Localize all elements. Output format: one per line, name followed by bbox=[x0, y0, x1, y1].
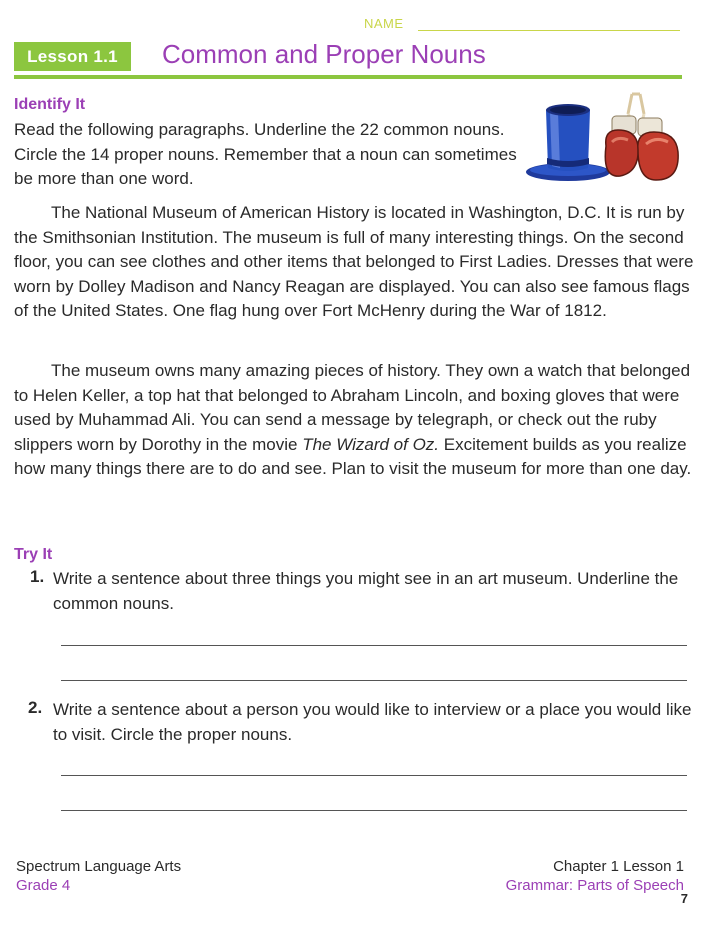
grade-label: Grade 4 bbox=[16, 877, 71, 894]
page-title: Common and Proper Nouns bbox=[162, 39, 486, 69]
answer-line-1a[interactable] bbox=[61, 645, 687, 646]
identify-it-heading: Identify It bbox=[14, 96, 86, 113]
question-2-number: 2. bbox=[28, 698, 43, 717]
footer-right bbox=[506, 857, 684, 895]
lesson-tag: Lesson 1.1 bbox=[14, 42, 131, 71]
question-1-number: 1. bbox=[30, 567, 45, 586]
boxing-gloves-icon bbox=[598, 90, 686, 188]
header-divider bbox=[14, 75, 682, 79]
paragraph-2-text-end: Excitement builds as you realize how many things there are to do and see. Plan to visit the museum for more than one day. bbox=[14, 434, 692, 479]
answer-line-2a[interactable] bbox=[61, 775, 687, 776]
question-2-text: Write a sentence about a person you would like to interview or a place you would like to visit. Circle the proper nouns. bbox=[53, 700, 692, 744]
movie-title: The Wizard of Oz. bbox=[302, 434, 440, 454]
instructions-text: Read the following paragraphs. Underline the 22 common nouns. Circle the 14 proper nouns. Remember that a noun can sometimes be more than one word. bbox=[14, 120, 517, 189]
paragraph-2-text: The museum owns many amazing pieces of history. They own a watch that belonged to Helen Keller, a top hat that belonged to Abraham Lincoln, and boxing gloves that were used by Muhammad Ali. You can send a message by telegraph, or check out the ruby slippers worn by Dorothy in the movie bbox=[14, 361, 691, 454]
page-number: 7 bbox=[680, 891, 688, 906]
footer-left bbox=[16, 857, 181, 895]
name-label: NAME bbox=[364, 16, 404, 31]
answer-line-1b[interactable] bbox=[61, 680, 687, 681]
topic-label: Grammar: Parts of Speech bbox=[505, 877, 684, 894]
book-title: Spectrum Language Arts bbox=[16, 858, 182, 875]
name-write-line[interactable] bbox=[418, 30, 680, 31]
try-it-heading: Try It bbox=[14, 546, 53, 563]
reading-paragraph-1: The National Museum of American History is located in Washington, D.C. It is run by the Smithsonian Institution. The museum is full of many interesting things. On the second floor, you can see clothes and other items that belonged to First Ladies. Dresses that were worn by Dolley Madison and Nancy Reagan are displayed. You can also see famous flags of the United States. One flag hung over Fort McHenry during the War of 1812. bbox=[14, 203, 694, 321]
chapter-lesson-label: Chapter 1 Lesson 1 bbox=[553, 858, 684, 875]
reading-paragraph-2 bbox=[14, 359, 694, 482]
question-1-text: Write a sentence about three things you might see in an art museum. Underline the common nouns. bbox=[53, 569, 679, 613]
answer-line-2b[interactable] bbox=[61, 810, 687, 811]
